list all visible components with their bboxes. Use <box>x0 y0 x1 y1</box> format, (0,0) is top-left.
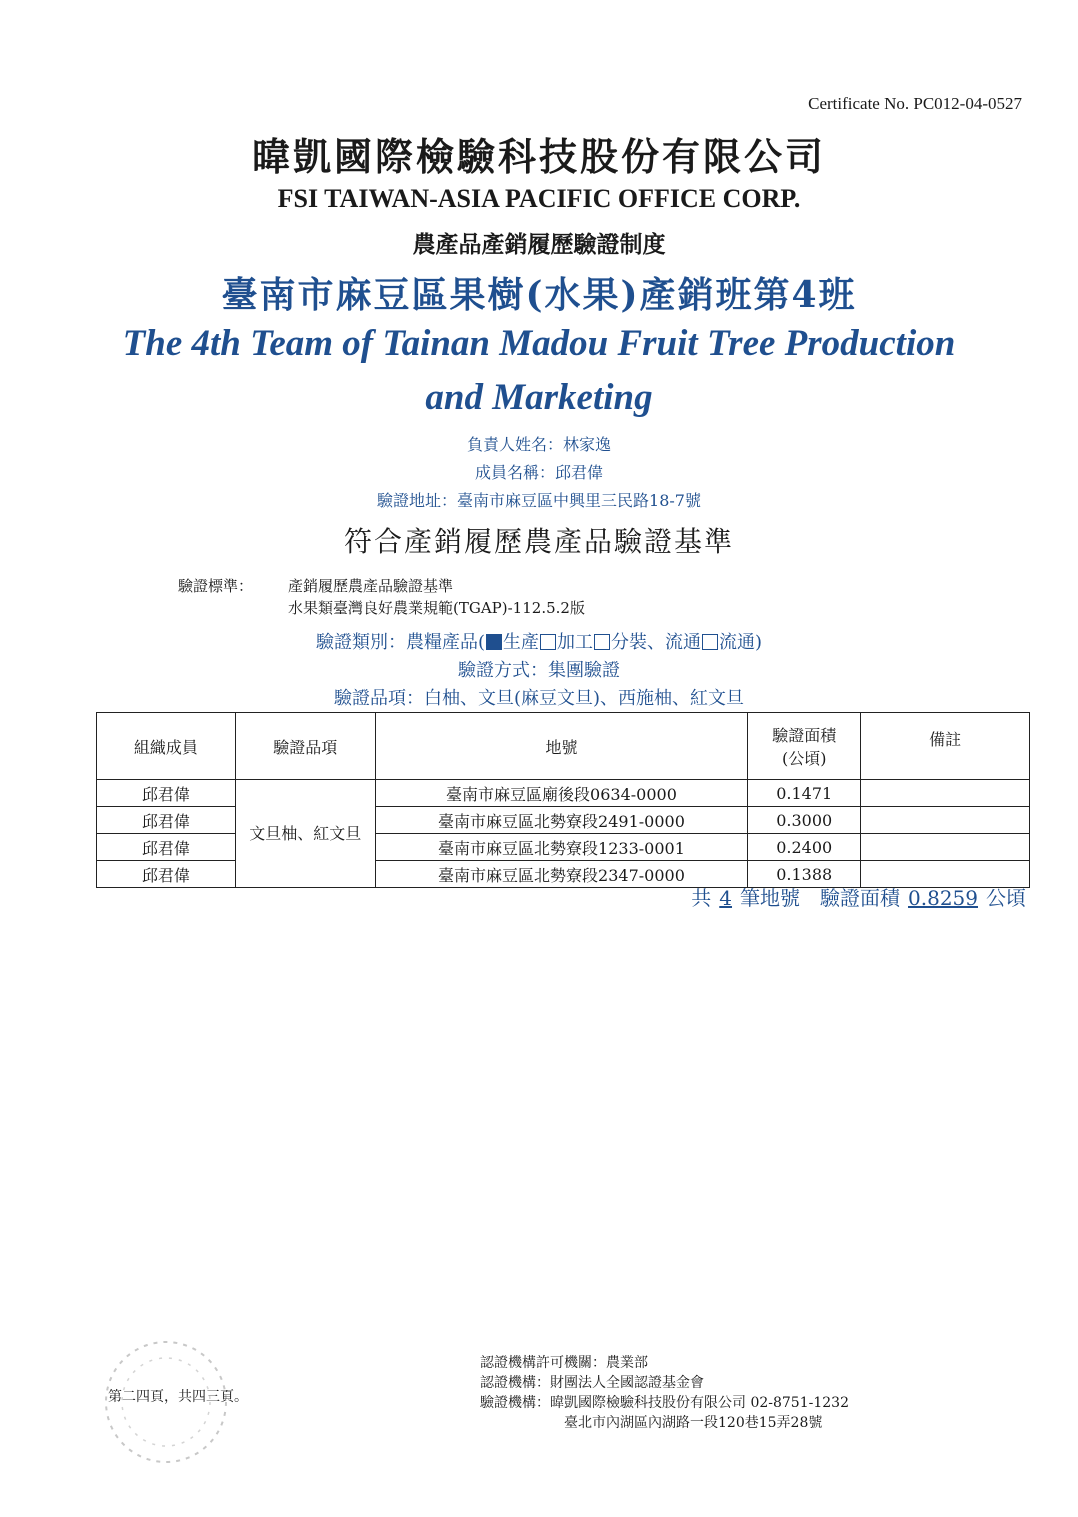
checkbox-packaging <box>594 634 610 650</box>
cell-item-merged: 文旦柚、紅文旦 <box>235 780 375 888</box>
standard-line-1: 產銷履歷農產品驗證基準 <box>288 577 454 595</box>
table-header-row <box>97 713 1030 780</box>
header-note: 備註 <box>861 713 1030 780</box>
summary-middle: 筆地號 驗證面積 <box>740 886 901 910</box>
summary-count: 4 <box>719 886 733 910</box>
cell-note <box>861 807 1030 834</box>
cell-note <box>861 834 1030 861</box>
standard-label: 驗證標準： <box>178 577 254 595</box>
summary-unit: 公頃 <box>986 886 1026 910</box>
certification-address: 驗證地址：臺南市麻豆區中興里三民路18-7號 <box>377 491 701 510</box>
header-area-label: 驗證面積 <box>772 726 837 745</box>
footer-accreditation-body: 認證機構：財團法人全國認證基金會 <box>480 1375 704 1391</box>
footer-address: 臺北市內湖區內湖路一段120巷15弄28號 <box>564 1415 823 1431</box>
cell-area: 0.1388 <box>748 861 861 888</box>
footer-certification-body: 驗證機構：暐凱國際檢驗科技股份有限公司 02-8751-1232 <box>480 1395 849 1411</box>
cell-member: 邱君偉 <box>97 834 236 861</box>
header-area-unit: (公頃) <box>781 749 827 768</box>
cell-land: 臺南市麻豆區廟後段0634-0000 <box>375 780 748 807</box>
summary-prefix: 共 <box>691 886 712 910</box>
cell-area: 0.2400 <box>748 834 861 861</box>
table-row <box>97 780 1030 807</box>
land-table <box>96 712 1030 888</box>
company-name-english: FSI TAIWAN-ASIA PACIFIC OFFICE CORP. <box>277 184 801 213</box>
certification-category <box>0 628 1078 654</box>
page-number-note: 第二四頁，共四三頁。 <box>108 1389 248 1405</box>
checkbox-production <box>486 634 502 650</box>
certification-system-name: 農產品產銷履歷驗證制度 <box>412 231 666 258</box>
cell-member: 邱君偉 <box>97 861 236 888</box>
category-option-production: 生產 <box>503 632 539 653</box>
summary-area: 0.8259 <box>908 886 978 910</box>
member-name: 成員名稱：邱君偉 <box>474 463 603 482</box>
cell-member: 邱君偉 <box>97 807 236 834</box>
header-item: 驗證品項 <box>235 713 375 780</box>
standard-line-2: 水果類臺灣良好農業規範(TGAP)-112.5.2版 <box>288 599 585 617</box>
cell-land: 臺南市麻豆區北勢寮段1233-0001 <box>375 834 748 861</box>
certification-items: 驗證品項：白柚、文旦(麻豆文旦)、西施柚、紅文旦 <box>333 688 745 709</box>
checkbox-distribution <box>702 634 718 650</box>
category-option-distribution: 流通 <box>719 632 755 653</box>
header-member: 組織成員 <box>97 713 236 780</box>
cell-area: 0.1471 <box>748 780 861 807</box>
category-suffix: ) <box>755 632 763 653</box>
category-option-packaging: 分裝、流通 <box>611 632 701 653</box>
cell-note <box>861 780 1030 807</box>
certification-method: 驗證方式：集團驗證 <box>458 660 620 681</box>
conformity-statement: 符合產銷履歷農產品驗證基準 <box>343 525 734 558</box>
cell-land: 臺南市麻豆區北勢寮段2491-0000 <box>375 807 748 834</box>
category-prefix: 驗證類別：農糧產品( <box>315 632 485 653</box>
team-name-chinese: 臺南市麻豆區果樹(水果)產銷班第4班 <box>221 274 857 316</box>
header-area <box>748 713 861 780</box>
summary-line <box>691 882 1026 911</box>
certificate-number: Certificate No. PC012-04-0527 <box>808 94 1022 113</box>
company-name-chinese: 暐凱國際檢驗科技股份有限公司 <box>251 134 826 179</box>
responsible-person: 負責人姓名：林家逸 <box>466 435 611 454</box>
cell-land: 臺南市麻豆區北勢寮段2347-0000 <box>375 861 748 888</box>
checkbox-processing <box>540 634 556 650</box>
team-name-english-line1: The 4th Team of Tainan Madou Fruit Tree Production <box>122 323 956 364</box>
cell-member: 邱君偉 <box>97 780 236 807</box>
cell-area: 0.3000 <box>748 807 861 834</box>
team-name-english-line2: and Marketing <box>425 377 653 418</box>
header-land-number: 地號 <box>375 713 748 780</box>
category-option-processing: 加工 <box>557 632 593 653</box>
footer-accreditation-authority: 認證機構許可機關：農業部 <box>480 1355 648 1371</box>
